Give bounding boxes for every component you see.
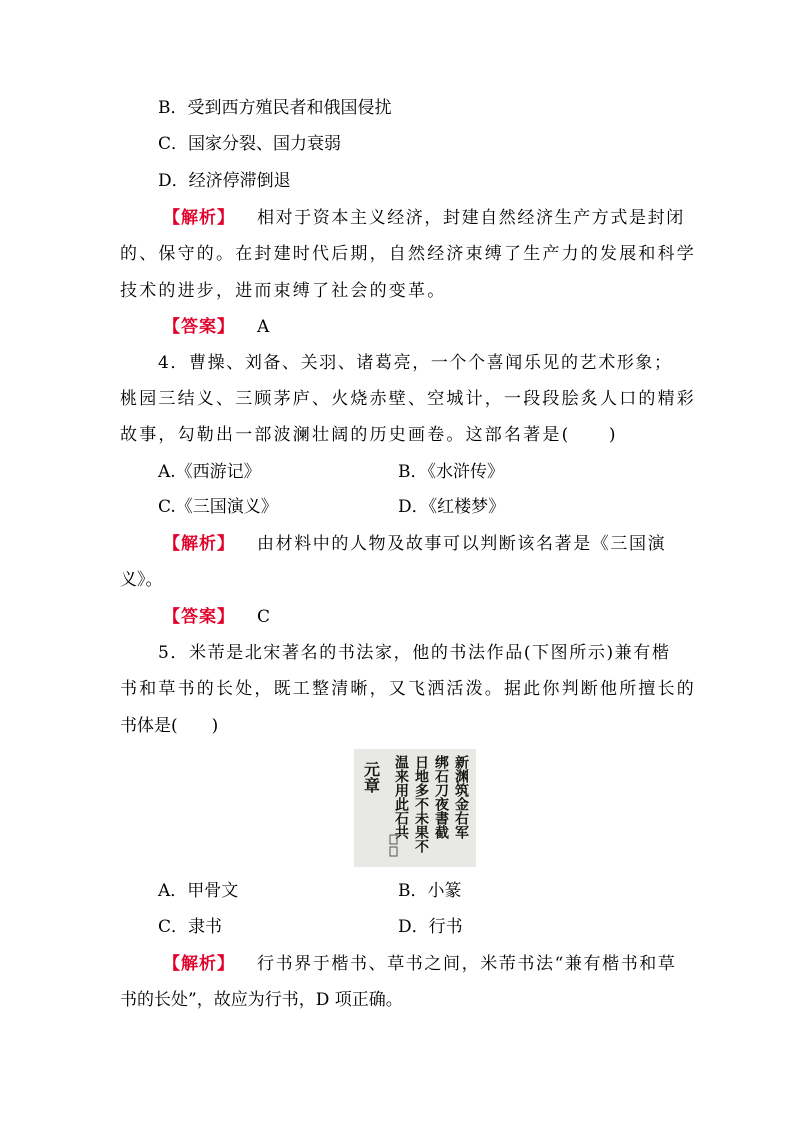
analysis-tag: 【解析】 (163, 208, 235, 228)
answer-tag: 【答案】 (163, 317, 235, 337)
q4-answer (163, 607, 270, 627)
calligraphy-image (354, 749, 476, 867)
q4-option-c: C.《三国演义》 (158, 497, 278, 517)
calligraphy-column-1: 新渊筑金右军 (453, 755, 469, 839)
calligraphy-column-4: 温来用此石共 (393, 755, 409, 839)
q3-answer-value: A (257, 317, 270, 337)
q4-stem-line3: 故事，勾勒出一部波澜壮阔的历史画卷。这部名著是( ) (120, 425, 618, 445)
q5-stem-line3: 书体是( ) (120, 716, 219, 736)
q3-option-b: B．受到西方殖民者和俄国侵扰 (158, 98, 392, 118)
q4-analysis-line1 (163, 534, 666, 554)
q5-options-row2 (158, 917, 758, 937)
q5-option-c: C．隶书 (158, 917, 223, 937)
calligraphy-column-3: 日地多不未果不 (413, 755, 429, 853)
q5-option-b: B．小篆 (398, 881, 462, 901)
calligraphy-signature: 元章 (361, 761, 381, 793)
q4-option-b: B．《水浒传》 (398, 462, 504, 482)
q3-analysis-line1 (163, 208, 685, 228)
q4-answer-value: C (257, 607, 271, 627)
answer-tag: 【答案】 (163, 607, 235, 627)
q5-analysis-text1: 行书界于楷书、草书之间，米芾书法“兼有楷书和草 (257, 954, 677, 974)
q5-option-a: A．甲骨文 (158, 881, 239, 901)
q4-analysis-line2: 义》。 (120, 570, 163, 590)
q5-option-d: D．行书 (398, 917, 463, 937)
q3-analysis-line3: 技术的进步，进而束缚了社会的变革。 (120, 281, 447, 301)
q4-analysis-text1: 由材料中的人物及故事可以判断该名著是《三国演 (257, 534, 667, 554)
q5-stem-line1: 5．米芾是北宋著名的书法家，他的书法作品(下图所示)兼有楷 (158, 643, 671, 663)
q5-stem-line2: 书和草书的长处，既工整清晰，又飞洒活泼。据此你判断他所擅长的 (120, 679, 696, 699)
q3-option-d: D．经济停滞倒退 (158, 171, 291, 191)
q4-stem-line2: 桃园三结义、三顾茅庐、火烧赤壁、空城计，一段段脍炙人口的精彩 (120, 389, 696, 409)
q5-analysis-line2: 书的长处”，故应为行书，D 项正确。 (120, 990, 403, 1010)
q5-analysis-line1 (163, 954, 677, 974)
q4-options-row1 (158, 462, 758, 482)
q3-answer (163, 317, 269, 337)
calligraphy-column-2: 绑石刀夜書截 (433, 755, 449, 839)
q4-option-a: A.《西游记》 (158, 462, 261, 482)
q4-stem-line1: 4．曹操、刘备、关羽、诸葛亮，一个个喜闻乐见的艺术形象； (158, 353, 673, 373)
q4-option-d: D．《红楼梦》 (398, 497, 506, 517)
analysis-tag: 【解析】 (163, 954, 235, 974)
q3-analysis-line2: 的、保守的。在封建时代后期，自然经济束缚了生产力的发展和科学 (120, 244, 696, 264)
q3-analysis-text1: 相对于资本主义经济，封建自然经济生产方式是封闭 (257, 208, 685, 228)
analysis-tag: 【解析】 (163, 534, 235, 554)
calligraphy-artwork (354, 749, 476, 867)
q5-options-row1 (158, 881, 758, 901)
q4-options-row2 (158, 497, 758, 517)
q3-option-c: C．国家分裂、国力衰弱 (158, 134, 342, 154)
